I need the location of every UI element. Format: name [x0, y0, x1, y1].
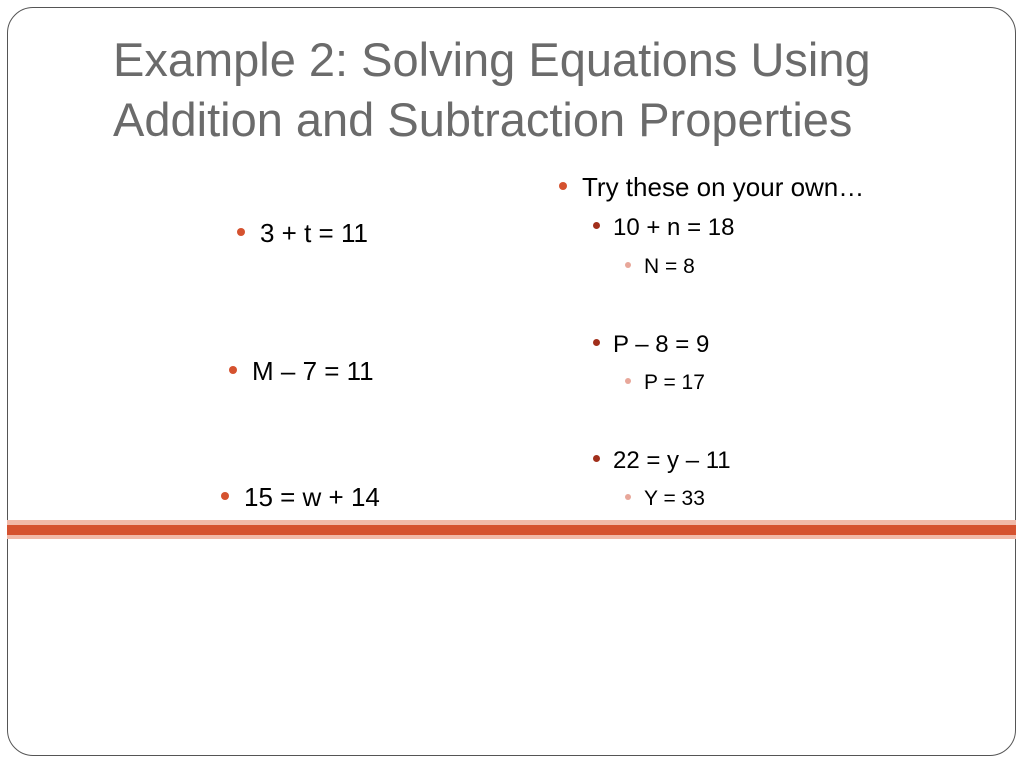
- bullet-dot-icon: [625, 262, 631, 268]
- bullet-dot-icon: [625, 378, 631, 384]
- answer-bullet: [625, 487, 705, 511]
- bullet-dot-icon: [593, 222, 600, 229]
- problem-bullet: [593, 331, 709, 359]
- equation-text: M – 7 = 11: [252, 356, 374, 386]
- left-bullet-item: [221, 482, 380, 513]
- problem-bullet: [593, 447, 731, 475]
- answer-bullet: [625, 255, 695, 279]
- bullet-dot-icon: [221, 492, 229, 500]
- title-line-1: Example 2: Solving Equations Using: [113, 33, 871, 86]
- bullet-dot-icon: [237, 228, 245, 236]
- left-bullet-item: [229, 356, 374, 387]
- equation-text: 15 = w + 14: [244, 482, 380, 512]
- bullet-dot-icon: [593, 339, 600, 346]
- left-bullet-item: [237, 218, 368, 249]
- problem-answer: N = 8: [644, 255, 695, 278]
- equation-text: 3 + t = 11: [260, 218, 368, 248]
- bullet-dot-icon: [625, 494, 631, 500]
- problem-bullet: [593, 214, 734, 242]
- answer-bullet: [625, 371, 705, 395]
- bullet-dot-icon: [229, 366, 237, 374]
- bullet-dot-icon: [593, 455, 600, 462]
- slide-title: [113, 30, 993, 150]
- problem-equation: 22 = y – 11: [613, 447, 731, 474]
- accent-bar: [7, 525, 1016, 535]
- bullet-dot-icon: [559, 182, 567, 190]
- title-line-2: Addition and Subtraction Properties: [113, 93, 853, 146]
- problem-equation: P – 8 = 9: [613, 331, 710, 358]
- header-text: Try these on your own…: [582, 172, 865, 202]
- problem-equation: 10 + n = 18: [613, 214, 735, 241]
- right-header-bullet: [559, 172, 864, 203]
- problem-answer: Y = 33: [644, 487, 705, 510]
- problem-answer: P = 17: [644, 371, 705, 394]
